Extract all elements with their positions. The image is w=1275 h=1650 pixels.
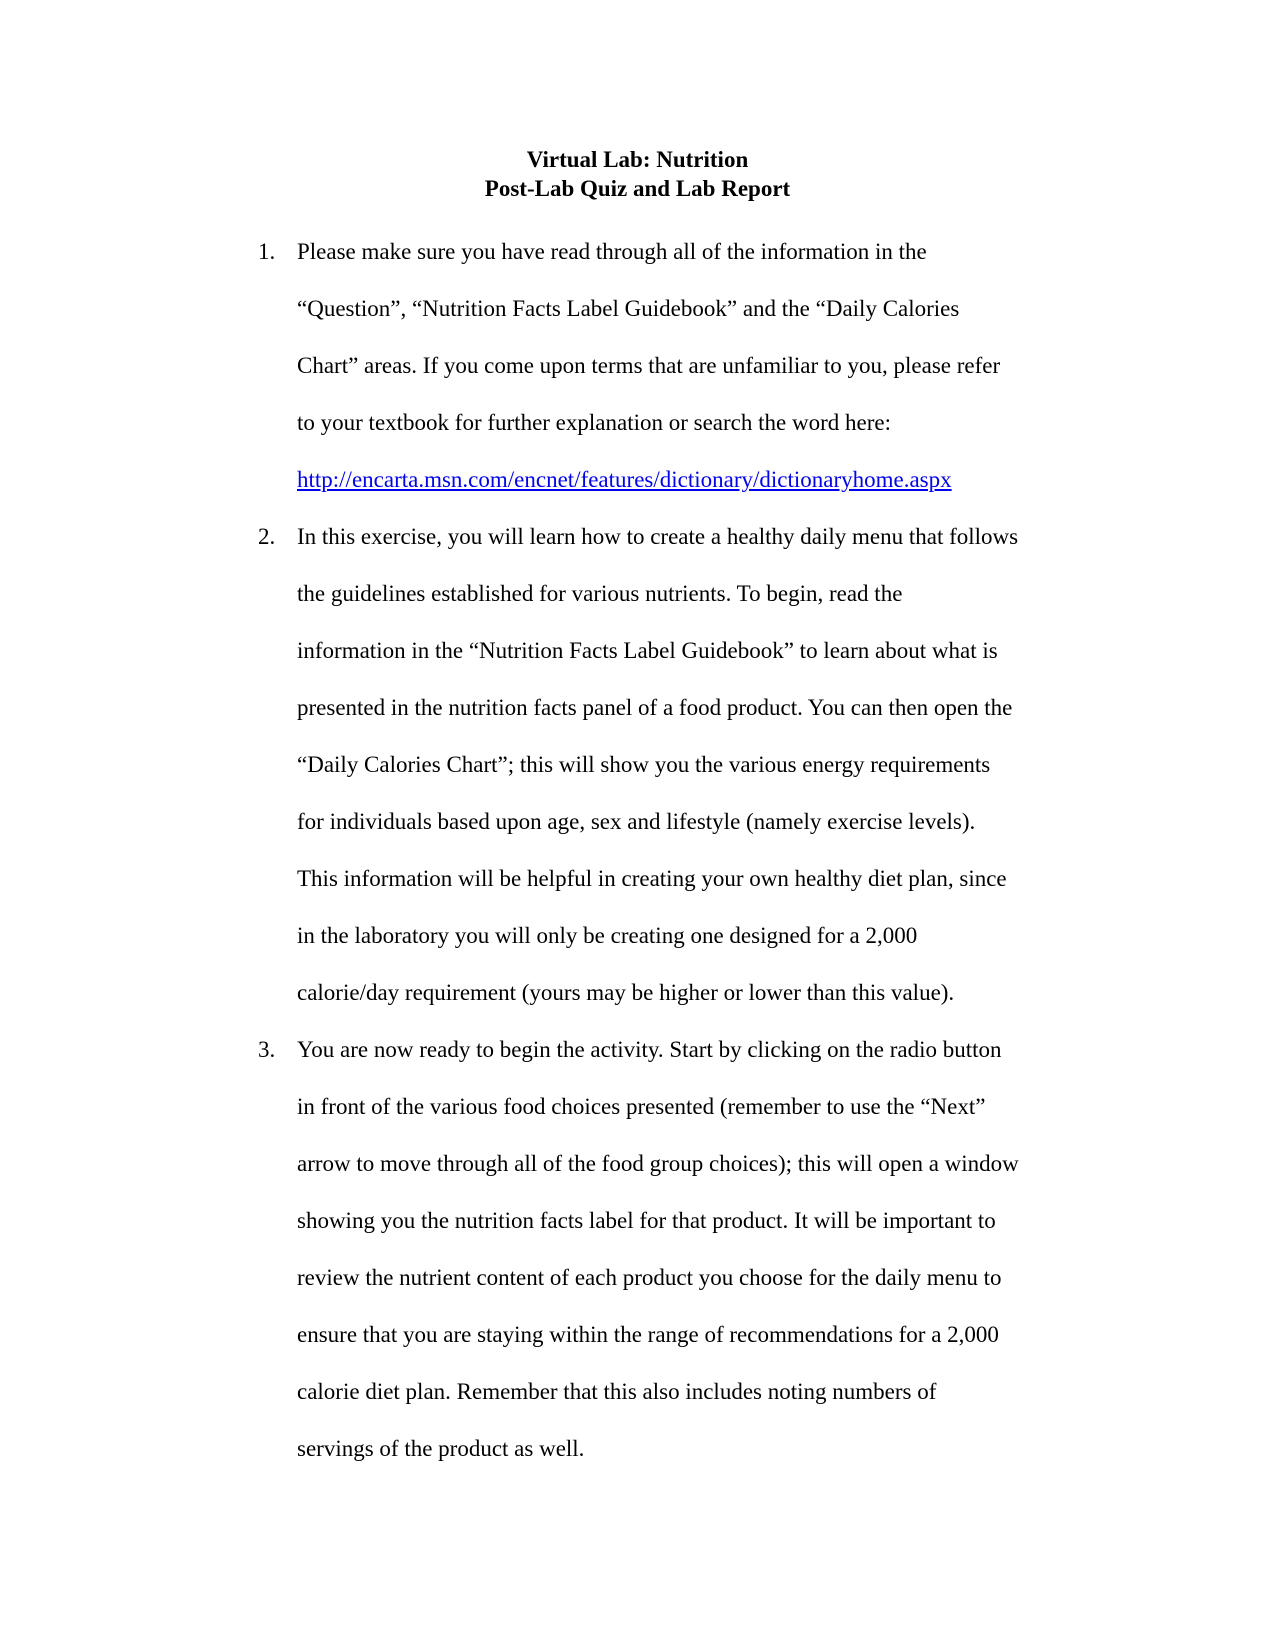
item-text-line: in the laboratory you will only be creating one designed for a 2,000 [297, 923, 918, 948]
item-text-line: Chart” areas. If you come upon terms that are unfamiliar to you, please refer [297, 353, 1001, 378]
item-text-line: servings of the product as well. [297, 1436, 585, 1461]
list-item-2 [258, 508, 1098, 1021]
item-text-line: In this exercise, you will learn how to create a healthy daily menu that follows [297, 524, 1019, 549]
item-text-line: calorie/day requirement (yours may be higher or lower than this value). [297, 980, 955, 1005]
item-number: 3. [258, 1037, 276, 1062]
item-text-line: information in the “Nutrition Facts Label Guidebook” to learn about what is [297, 638, 998, 663]
item-text-line: “Question”, “Nutrition Facts Label Guidebook” and the “Daily Calories [297, 296, 960, 321]
title-line-1: Virtual Lab: Nutrition [526, 147, 749, 172]
item-text-line: showing you the nutrition facts label for that product. It will be important to [297, 1208, 996, 1233]
item-text-line: arrow to move through all of the food group choices); this will open a window [297, 1151, 1019, 1176]
item-text-line: to your textbook for further explanation or search the word here: [297, 410, 891, 435]
item-text-line: “Daily Calories Chart”; this will show you the various energy requirements [297, 752, 991, 777]
item-text-line: review the nutrient content of each product you choose for the daily menu to [297, 1265, 1002, 1290]
document-title [0, 145, 1275, 203]
item-text-line: ensure that you are staying within the range of recommendations for a 2,000 [297, 1322, 999, 1347]
title-line-2: Post-Lab Quiz and Lab Report [484, 176, 791, 201]
instruction-list [258, 223, 1098, 1477]
item-text-line: presented in the nutrition facts panel of a food product. You can then open the [297, 695, 1013, 720]
item-text-line: calorie diet plan. Remember that this also includes noting numbers of [297, 1379, 937, 1404]
item-text-line: the guidelines established for various nutrients. To begin, read the [297, 581, 903, 606]
item-text-line: for individuals based upon age, sex and lifestyle (namely exercise levels). [297, 809, 976, 834]
item-number: 2. [258, 524, 276, 549]
item-text-line: Please make sure you have read through all of the information in the [297, 239, 927, 264]
list-item-1 [258, 223, 1098, 508]
item-text-line: You are now ready to begin the activity. Start by clicking on the radio button [297, 1037, 1002, 1062]
list-item-3 [258, 1021, 1098, 1477]
item-text-line: in front of the various food choices presented (remember to use the “Next” [297, 1094, 986, 1119]
dictionary-link[interactable]: http://encarta.msn.com/encnet/features/dictionary/dictionaryhome.aspx [297, 467, 952, 492]
item-text-line: This information will be helpful in creating your own healthy diet plan, since [297, 866, 1007, 891]
item-number: 1. [258, 239, 276, 264]
dictionary-link-line [297, 451, 1098, 508]
